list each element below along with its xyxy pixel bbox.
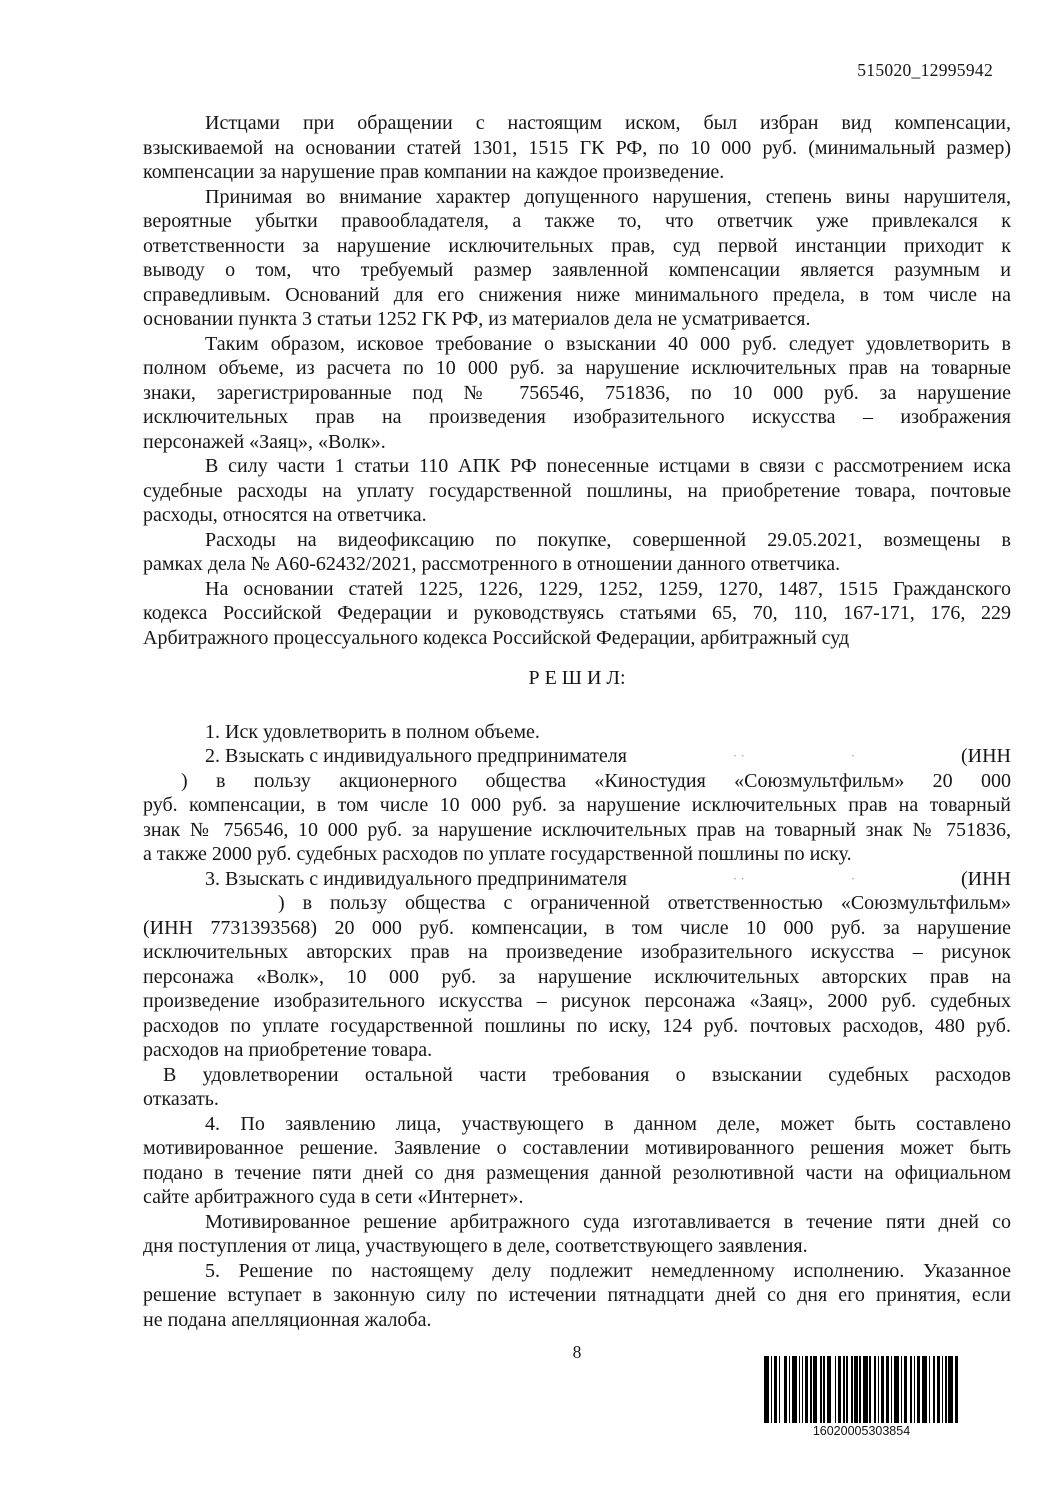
text-line: ответственности за нарушение исключительных прав, суд первой инстанции приходит к xyxy=(143,234,1011,257)
text-line xyxy=(143,867,1011,892)
paragraph xyxy=(143,454,1011,528)
document-body xyxy=(143,111,1011,1332)
text-line: На основании статей 1225, 1226, 1229, 1252, 1259, 1270, 1487, 1515 Гражданского xyxy=(205,577,1011,600)
text-line: рамках дела № А60-62432/2021, рассмотренного в отношении данного ответчика. xyxy=(143,553,841,575)
redaction-artifact: · xyxy=(850,870,856,886)
paragraph xyxy=(143,185,1011,332)
redaction-artifact: · · xyxy=(732,870,745,886)
text-line: персонажа «Волк», 10 000 руб. за нарушение исключительных авторских прав на xyxy=(143,965,1011,988)
text-line: Мотивированное решение арбитражного суда изготавливается в течение пяти дней со xyxy=(205,1210,1011,1233)
paragraph xyxy=(143,744,1011,867)
resolution-heading: Р Е Ш И Л: xyxy=(528,667,626,689)
paragraph xyxy=(143,528,1011,577)
text-line: Расходы на видеофиксацию по покупке, совершенной 29.05.2021, возмещены в xyxy=(205,528,1011,551)
paragraph xyxy=(143,1063,1011,1112)
text-line: дня поступления от лица, участвующего в деле, соответствующего заявления. xyxy=(143,1235,808,1257)
text-line: решение вступает в законную силу по истечении пятнадцати дней со дня его принятия, если xyxy=(143,1284,1011,1306)
barcode-bar xyxy=(955,1356,958,1423)
text-line: Истцами при обращении с настоящим иском, был избран вид компенсации, xyxy=(205,112,1011,134)
text-line: (ИНН 7731393568) 20 000 руб. компенсации, в том числе 10 000 руб. за нарушение xyxy=(143,916,1011,939)
text-line: исключительных авторских прав на произведение изобразительного искусства – рисунок xyxy=(143,941,1011,963)
text-line: знак № 756546, 10 000 руб. за нарушение исключительных прав на товарный знак № 751836, xyxy=(143,818,1011,841)
paragraph xyxy=(143,1259,1011,1333)
case-document-code: 515020_12995942 xyxy=(857,60,993,80)
text-line: расходы, относятся на ответчика. xyxy=(143,504,427,526)
paragraph xyxy=(143,111,1011,185)
text-line: судебные расходы на уплату государственной пошлины, на приобретение товара, почтовые xyxy=(143,479,1011,502)
text-segment: (ИНН xyxy=(960,867,1011,890)
text-segment: (ИНН xyxy=(960,745,1011,767)
text-line: основании пункта 3 статьи 1252 ГК РФ, из материалов дела не усматривается. xyxy=(143,308,811,330)
redaction-gap xyxy=(143,786,181,787)
barcode-number: 16020005303854 xyxy=(812,1424,911,1438)
text-line: выводу о том, что требуемый размер заявленной компенсации является разумным и xyxy=(143,259,1011,281)
text-line: Принимая во внимание характер допущенного нарушения, степень вины нарушителя, xyxy=(205,185,1011,208)
text-line: отказать. xyxy=(143,1088,219,1110)
text-line: мотивированное решение. Заявление о составлении мотивированного решения может быть xyxy=(143,1137,1011,1159)
reasoning-section xyxy=(143,111,1011,650)
text-line: В удовлетворении остальной части требования о взыскании судебных расходов xyxy=(163,1063,1011,1086)
paragraph xyxy=(143,332,1011,455)
text-line: взыскиваемой на основании статей 1301, 1515 ГК РФ, по 10 000 руб. (минимальный размер) xyxy=(143,136,1011,159)
text-line: 5. Решение по настоящему делу подлежит немедленному исполнению. Указанное xyxy=(205,1259,1011,1282)
text-line: вероятные убытки правообладателя, а также то, что ответчик уже привлекался к xyxy=(143,210,1011,232)
text-line: полном объеме, из расчета по 10 000 руб. за нарушение исключительных прав на товарные xyxy=(143,357,1011,379)
paragraph xyxy=(143,720,1011,745)
text-line: расходов на приобретение товара. xyxy=(143,1039,433,1061)
text-line: кодекса Российской Федерации и руководствуясь статьями 65, 70, 110, 167-171, 176, 229 xyxy=(143,602,1011,624)
text-line: ) в пользу акционерного общества «Киностудия «Союзмультфильм» 20 000 xyxy=(143,769,1011,794)
barcode-bars xyxy=(764,1356,959,1423)
text-line: не подана апелляционная жалоба. xyxy=(143,1308,432,1331)
text-line: Таким образом, исковое требование о взыскании 40 000 руб. следует удовлетворить в xyxy=(205,332,1011,355)
text-line: произведение изобразительного искусства – рисунок персонажа «Заяц», 2000 руб. судебных xyxy=(143,990,1011,1012)
text-segment: 3. Взыскать с индивидуального предпринимателя xyxy=(205,867,627,890)
text-line: подано в течение пяти дней со дня размещения данной резолютивной части на официальном xyxy=(143,1161,1011,1184)
paragraph xyxy=(143,1210,1011,1259)
page-number: 8 xyxy=(572,1342,582,1362)
resolution-section xyxy=(143,720,1011,1333)
redaction-gap xyxy=(143,908,278,909)
text-line: расходов по уплате государственной пошлины по иску, 124 руб. почтовых расходов, 480 руб. xyxy=(143,1014,1011,1037)
text-line: справедливым. Оснований для его снижения ниже минимального предела, в том числе на xyxy=(143,283,1011,306)
text-line: знаки, зарегистрированные под № 756546, 751836, по 10 000 руб. за нарушение xyxy=(143,381,1011,404)
text-line: персонажей «Заяц», «Волк». xyxy=(143,430,386,453)
text-line: 4. По заявлению лица, участвующего в данном деле, может быть составлено xyxy=(205,1112,1011,1135)
paragraph xyxy=(143,867,1011,1063)
paragraph xyxy=(143,1112,1011,1210)
paragraph xyxy=(143,577,1011,651)
text-line: 1. Иск удовлетворить в полном объеме. xyxy=(205,720,540,743)
text-line: сайте арбитражного суда в сети «Интернет». xyxy=(143,1186,524,1208)
text-line: исключительных прав на произведения изобразительного искусства – изображения xyxy=(143,406,1011,428)
text-line: а также 2000 руб. судебных расходов по уплате государственной пошлины по иску. xyxy=(143,843,852,865)
text-line xyxy=(143,744,1011,769)
redaction-artifact: · · xyxy=(732,748,745,763)
text-line: Арбитражного процессуального кодекса Российской Федерации, арбитражный суд xyxy=(143,626,850,649)
redaction-artifact: · xyxy=(850,748,856,763)
text-line: компенсации за нарушение прав компании на каждое произведение. xyxy=(143,161,725,183)
text-line: В силу части 1 статьи 110 АПК РФ понесенные истцами в связи с рассмотрением иска xyxy=(205,455,1011,477)
barcode xyxy=(764,1356,959,1438)
text-line: руб. компенсации, в том числе 10 000 руб. за нарушение исключительных прав на товарный xyxy=(143,794,1011,816)
text-segment: 2. Взыскать с индивидуального предпринимателя xyxy=(205,745,627,767)
text-line: ) в пользу общества с ограниченной ответственностью «Союзмультфильм» xyxy=(143,891,1011,916)
